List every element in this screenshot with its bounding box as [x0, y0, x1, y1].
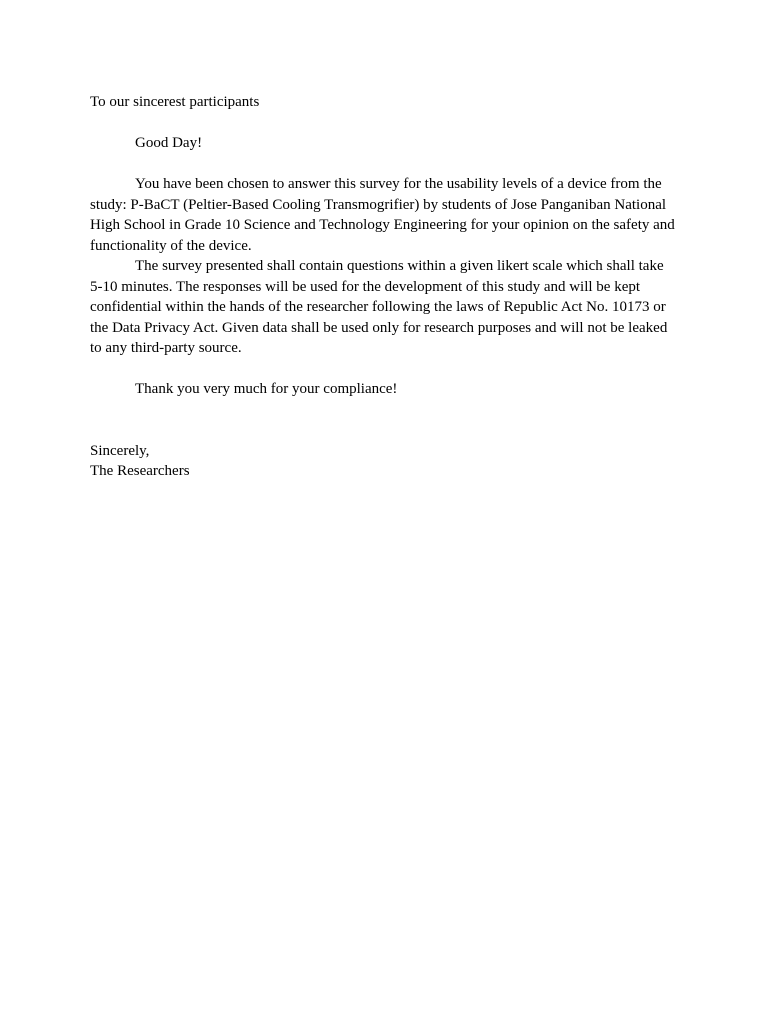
spacer [90, 359, 675, 380]
thanks-line: Thank you very much for your compliance! [135, 381, 398, 397]
signature-line: The Researchers [90, 463, 190, 479]
greeting: Good Day! [135, 135, 203, 151]
salutation: To our sincerest participants [90, 94, 260, 110]
spacer [90, 113, 675, 134]
paragraph-survey-intro: You have been chosen to answer this survey for the usability levels of a device from the study: P-BaCT (Peltier-Based Cooling Transmogrifier) by students of Jose Panganiban National High School in Grade 10 Science and Technology Engineering for your opinion on the safety and functionality of the device. [90, 176, 675, 254]
paragraph-survey-details: The survey presented shall contain questions within a given likert scale which shall take 5-10 minutes. The responses will be used for the development of this study and will be kept confidential within the hands of the researcher following the laws of Republic Act No. 10173 or the Data Privacy Act. Given data shall be used only for research purposes and will not be leaked to any third-party source. [90, 258, 668, 356]
closing-line: Sincerely, [90, 442, 150, 459]
letter-body [90, 92, 675, 482]
spacer [90, 400, 675, 441]
spacer [90, 154, 675, 175]
